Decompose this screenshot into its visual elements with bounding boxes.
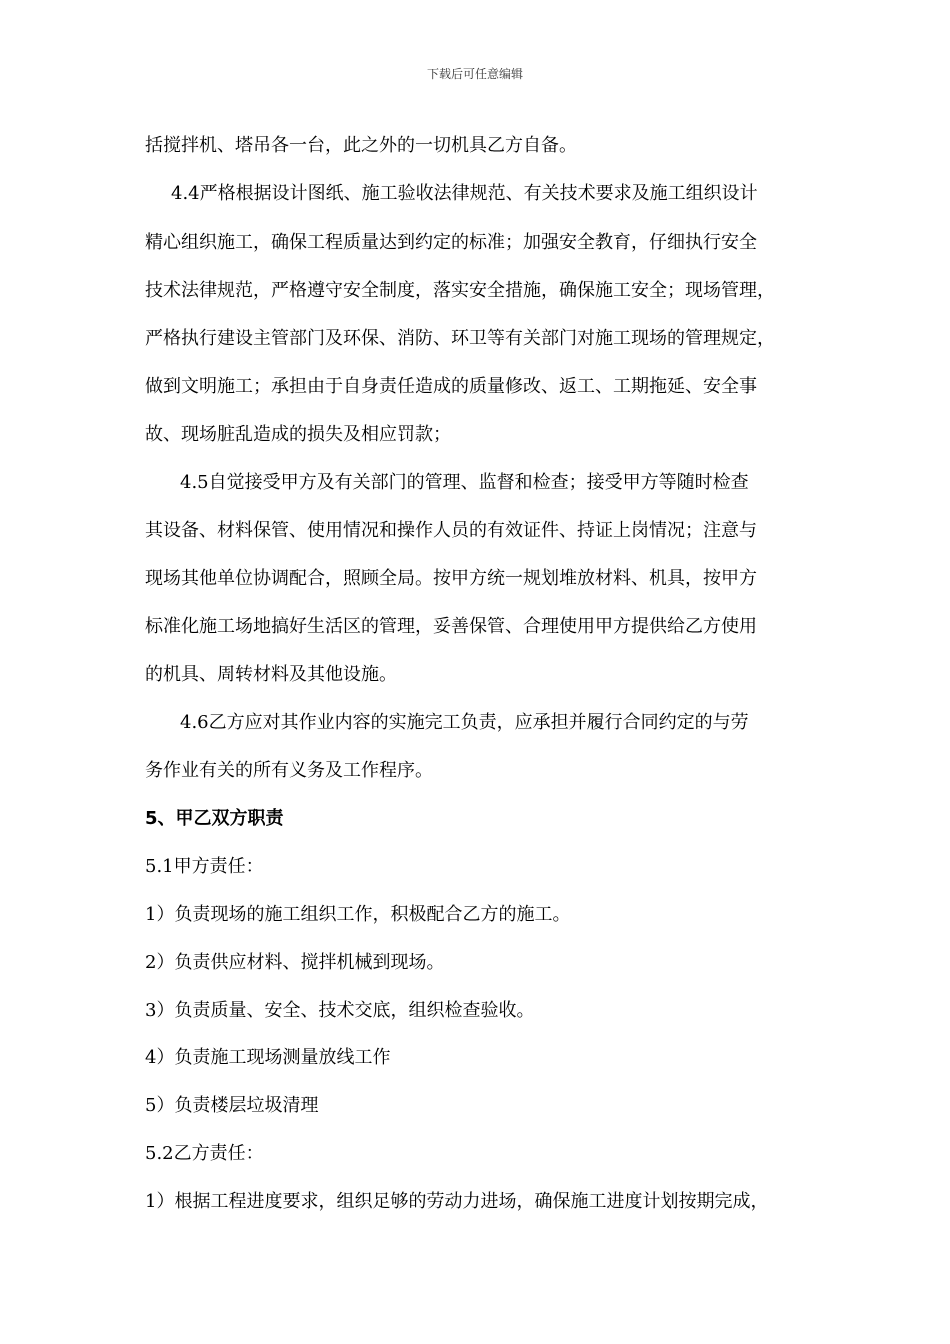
text-line: 标准化施工场地搞好生活区的管理，妥善保管、合理使用甲方提供给乙方使用 (145, 616, 757, 637)
text-line: 括搅拌机、塔吊各一台，此之外的一切机具乙方自备。 (145, 135, 577, 156)
text-line: 的机具、周转材料及其他设施。 (145, 664, 397, 685)
list-item: 1）根据工程进度要求，组织足够的劳动力进场，确保施工进度计划按期完成， (145, 1191, 769, 1212)
section-heading: 5、甲乙双方职责 (145, 808, 284, 829)
text-line: 务作业有关的所有义务及工作程序。 (145, 760, 433, 781)
page-header: 下载后可任意编辑 (426, 67, 523, 81)
list-item: 1）负责现场的施工组织工作，积极配合乙方的施工。 (145, 904, 571, 925)
clause-4-6-line: 4.6乙方应对其作业内容的实施完工负责，应承担并履行合同约定的与劳 (180, 712, 749, 733)
list-item: 5）负责楼层垃圾清理 (145, 1095, 319, 1116)
subsection-heading: 5.2乙方责任： (145, 1143, 264, 1164)
clause-4-4-line: 4.4严格根据设计图纸、施工验收法律规范、有关技术要求及施工组织设计 (171, 183, 758, 204)
subsection-heading: 5.1甲方责任： (145, 856, 264, 877)
text-line: 其设备、材料保管、使用情况和操作人员的有效证件、持证上岗情况；注意与 (145, 520, 757, 541)
list-item: 4）负责施工现场测量放线工作 (145, 1047, 391, 1068)
text-line: 做到文明施工；承担由于自身责任造成的质量修改、返工、工期拖延、安全事 (145, 376, 757, 397)
text-line: 技术法律规范，严格遵守安全制度，落实安全措施，确保施工安全；现场管理， (145, 280, 775, 301)
text-line: 严格执行建设主管部门及环保、消防、环卫等有关部门对施工现场的管理规定， (145, 328, 775, 349)
text-line: 故、现场脏乱造成的损失及相应罚款； (145, 424, 451, 445)
list-item: 2）负责供应材料、搅拌机械到现场。 (145, 952, 445, 973)
clause-4-5-line: 4.5自觉接受甲方及有关部门的管理、监督和检查；接受甲方等随时检查 (180, 472, 749, 493)
text-line: 精心组织施工，确保工程质量达到约定的标准；加强安全教育，仔细执行安全 (145, 232, 757, 253)
list-item: 3）负责质量、安全、技术交底，组织检查验收。 (145, 1000, 535, 1021)
text-line: 现场其他单位协调配合，照顾全局。按甲方统一规划堆放材料、机具，按甲方 (145, 568, 757, 589)
